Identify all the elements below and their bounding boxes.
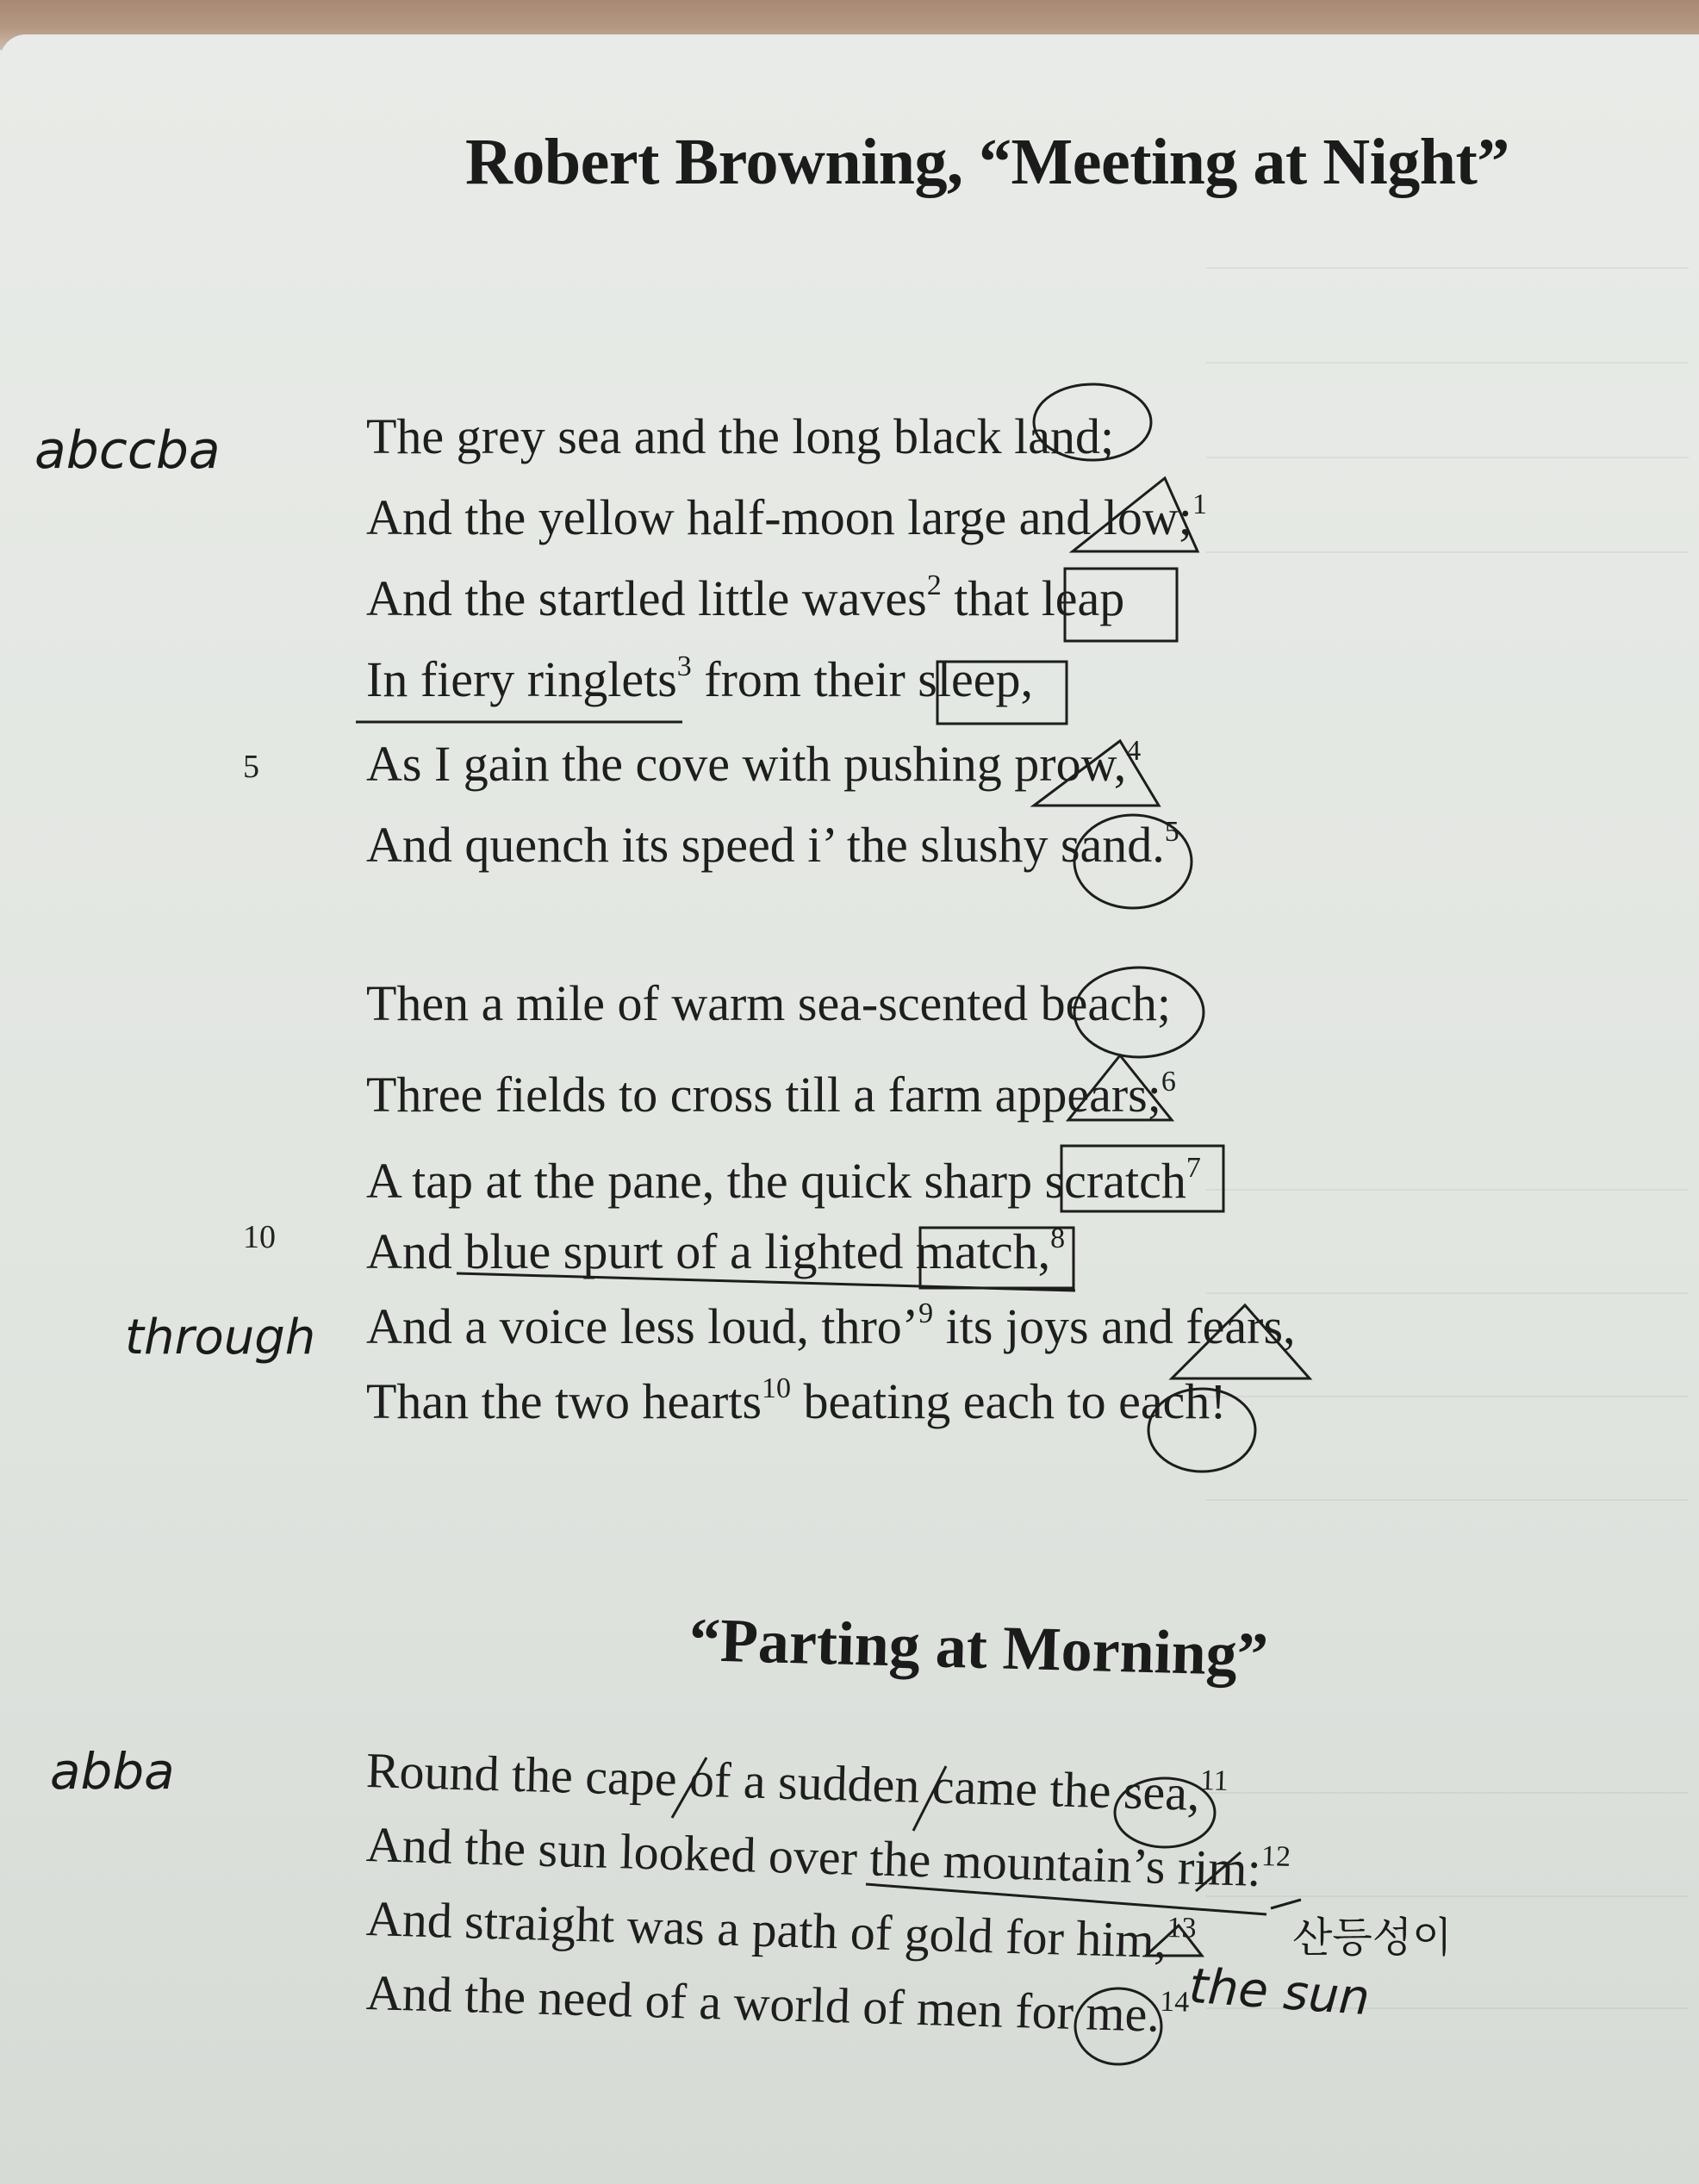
bleed-through-line	[1206, 1499, 1689, 1501]
line-number: 5	[243, 749, 259, 785]
footnote-ref: 5	[1164, 816, 1179, 848]
poem-line-7: Then a mile of warm sea-scented beach;	[366, 975, 1172, 1031]
footnote-ref: 8	[1050, 1223, 1066, 1254]
poem2-line-3: And straight was a path of gold for him,$^{13}$	[365, 1890, 1198, 1969]
footnote-ref: 14	[1159, 1985, 1190, 2019]
bleed-through-line	[1206, 457, 1689, 458]
poem-line-12: Than the two hearts$^{10}$ beating each to each!	[366, 1372, 1227, 1429]
poem2-line-4: And the need of a world of men for me.$^{14}$	[365, 1964, 1190, 2043]
footnote-ref: 4	[1126, 735, 1142, 767]
poem-line-1: The grey sea and the long black land;	[366, 408, 1115, 464]
bleed-through-line	[1206, 1396, 1689, 1397]
bleed-through-line	[1206, 362, 1689, 364]
footnote-ref: 13	[1167, 1911, 1198, 1944]
poem-line-2: And the yellow half-moon large and low;$^1$	[366, 488, 1207, 545]
bleed-through-line	[1206, 1189, 1689, 1191]
rhyme-scheme-note: abccba	[34, 420, 221, 481]
bleed-through-line	[1206, 1792, 1689, 1794]
footnote-ref: 1	[1192, 488, 1207, 520]
poem-line-3: And the startled little waves$^2$ that leap	[366, 569, 1125, 626]
poem-line-9: A tap at the pane, the quick sharp scratch$^7$	[366, 1152, 1201, 1209]
bleed-through-line	[1206, 1292, 1689, 1294]
poem-title: “Parting at Morning”	[688, 1605, 1269, 1689]
handwritten-gloss: through	[125, 1310, 316, 1366]
footnote-ref: 12	[1260, 1840, 1291, 1873]
line-number: 10	[243, 1219, 276, 1255]
handwritten-gloss-korean: 산등성이	[1292, 1913, 1453, 1962]
footnote-ref: 10	[762, 1372, 792, 1404]
bleed-through-line	[1206, 267, 1689, 269]
footnote-ref: 9	[918, 1297, 934, 1329]
footnote-ref: 3	[676, 650, 692, 682]
poem2-line-1: Round the cape of a sudden came the sea,$^{11}$	[365, 1742, 1229, 1822]
poem-line-11: And a voice less loud, thro’$^9$ its joys and fears,	[366, 1297, 1296, 1354]
poem-line-5: As I gain the cove with pushing prow,$^4$	[366, 735, 1142, 792]
poem-line-6: And quench its speed i’ the slushy sand.$^5$	[366, 816, 1179, 873]
footnote-ref: 6	[1161, 1066, 1176, 1098]
footnote-ref: 2	[926, 569, 942, 601]
bleed-through-line	[1206, 551, 1689, 553]
footnote-ref: 7	[1186, 1152, 1201, 1184]
poem-line-8: Three fields to cross till a farm appears;$^6$	[366, 1066, 1176, 1123]
handwritten-gloss: the sun	[1186, 1957, 1372, 2027]
poem-line-4: In fiery ringlets$^3$ from their sleep,	[366, 650, 1033, 707]
poem-line-10: And blue spurt of a lighted match,$^8$	[366, 1223, 1066, 1279]
poem-title: Robert Browning, “Meeting at Night”	[465, 126, 1509, 198]
footnote-ref: 11	[1199, 1764, 1229, 1797]
rhyme-scheme-note: abba	[50, 1742, 175, 1801]
poem2-line-2: And the sun looked over the mountain’s rim:$^{12}$	[365, 1816, 1291, 1897]
